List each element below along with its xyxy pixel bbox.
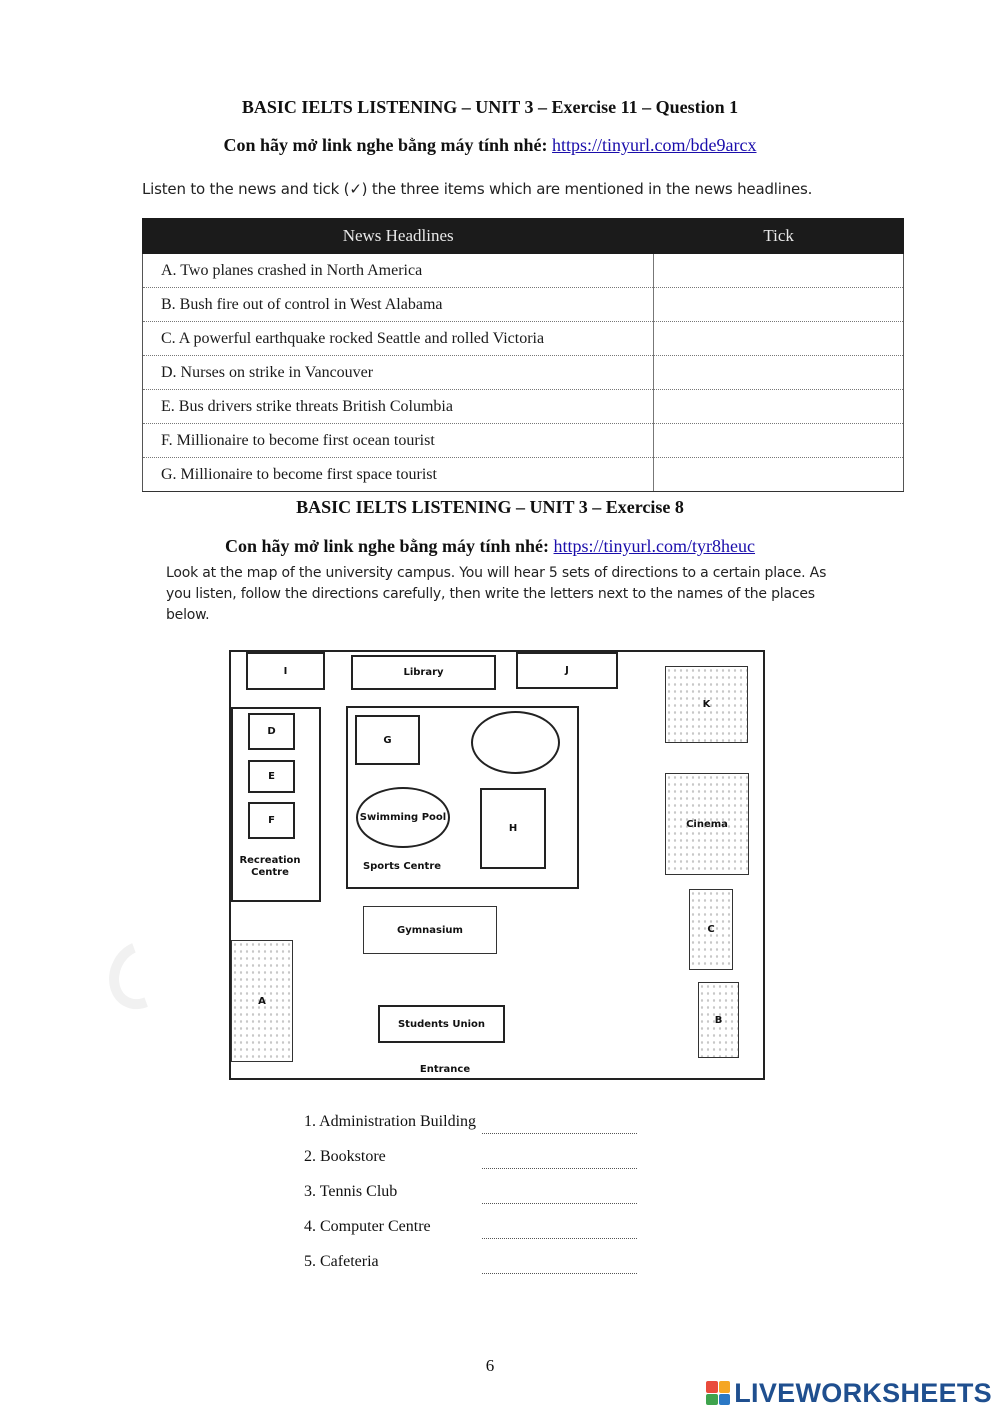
- map-gymnasium: Gymnasium: [363, 906, 497, 954]
- answer-blank-1[interactable]: [482, 1126, 637, 1134]
- exercise-8-audio-link[interactable]: https://tinyurl.com/tyr8heuc: [553, 536, 756, 556]
- link-prompt: Con hãy mở link nghe bằng máy tính nhé:: [223, 135, 548, 155]
- map-building-i: I: [246, 652, 325, 690]
- exercise-8-title: BASIC IELTS LISTENING – UNIT 3 – Exercise 8: [296, 497, 684, 517]
- tick-cell-b[interactable]: [654, 288, 904, 322]
- headline-a: A. Two planes crashed in North America: [143, 254, 654, 288]
- map-building-e: E: [248, 760, 295, 793]
- tick-cell-f[interactable]: [654, 424, 904, 458]
- watermark-shape: [98, 931, 182, 1020]
- instruction-line: Look at the map of the university campus. You will hear 5 sets of directions to a certain place. As: [166, 565, 827, 581]
- logo-square-red: [706, 1381, 718, 1393]
- exercise-11-audio-link[interactable]: https://tinyurl.com/bde9arcx: [552, 135, 757, 155]
- headline-d: D. Nurses on strike in Vancouver: [143, 356, 654, 390]
- answer-label: 5. Cafeteria: [304, 1253, 379, 1270]
- map-building-h: H: [480, 788, 546, 869]
- answer-blank-5[interactable]: [482, 1266, 637, 1274]
- map-swimming-pool: Swimming Pool: [356, 787, 450, 848]
- table-row: [143, 390, 904, 424]
- answer-blank-4[interactable]: [482, 1231, 637, 1239]
- logo-square-blue: [719, 1394, 731, 1406]
- exercise-11-title: BASIC IELTS LISTENING – UNIT 3 – Exercise 11 – Question 1: [241, 97, 739, 117]
- answer-row-3: [304, 1183, 644, 1207]
- map-building-f: F: [248, 802, 295, 839]
- map-building-d: D: [248, 713, 295, 750]
- logo-square-green: [706, 1394, 718, 1406]
- exercise-11-link-line: [0, 135, 980, 156]
- instruction-line: below.: [166, 607, 210, 623]
- map-entrance-label: Entrance: [410, 1064, 480, 1076]
- headline-c: C. A powerful earthquake rocked Seattle and rolled Victoria: [143, 322, 654, 356]
- map-students-union: Students Union: [378, 1005, 505, 1043]
- headline-b: B. Bush fire out of control in West Alabama: [143, 288, 654, 322]
- tick-cell-d[interactable]: [654, 356, 904, 390]
- table-row: [143, 458, 904, 492]
- tick-cell-e[interactable]: [654, 390, 904, 424]
- table-row: [143, 356, 904, 390]
- exercise-8-link-line: [0, 536, 980, 557]
- link-prompt: Con hãy mở link nghe bằng máy tính nhé:: [224, 536, 550, 556]
- answer-label: 4. Computer Centre: [304, 1218, 431, 1235]
- map-cinema: Cinema: [665, 773, 749, 875]
- liveworksheets-logo-icon: [706, 1381, 730, 1405]
- map-building-b: B: [698, 982, 739, 1058]
- tick-header: Tick: [654, 219, 904, 254]
- map-building-c: C: [689, 889, 733, 970]
- table-row: [143, 288, 904, 322]
- logo-square-orange: [719, 1381, 731, 1393]
- map-sports-centre-label: Sports Centre: [362, 861, 442, 872]
- tick-cell-g[interactable]: [654, 458, 904, 492]
- map-building-a: A: [231, 940, 293, 1062]
- answer-blank-3[interactable]: [482, 1196, 637, 1204]
- answer-label: 3. Tennis Club: [304, 1183, 398, 1200]
- answer-row-2: [304, 1148, 644, 1172]
- table-row: [143, 254, 904, 288]
- answer-row-1: [304, 1113, 644, 1137]
- answer-label: 1. Administration Building: [304, 1113, 477, 1130]
- headline-g: G. Millionaire to become first space tourist: [143, 458, 654, 492]
- liveworksheets-brand: [706, 1378, 992, 1408]
- table-row: [143, 322, 904, 356]
- map-recreation-label: Recreation Centre: [239, 855, 301, 878]
- map-library: Library: [351, 655, 496, 690]
- map-oval-field: [471, 711, 560, 774]
- liveworksheets-wordmark: LIVEWORKSHEETS: [734, 1377, 992, 1408]
- map-building-g: G: [355, 715, 420, 765]
- news-headlines-header: News Headlines: [143, 219, 654, 254]
- page-number: 6: [485, 1356, 495, 1375]
- news-headlines-table: [142, 218, 904, 492]
- map-building-k: K: [665, 666, 748, 743]
- instruction-line: you listen, follow the directions carefully, then write the letters next to the names of the places: [166, 586, 815, 602]
- headline-e: E. Bus drivers strike threats British Columbia: [143, 390, 654, 424]
- answer-row-4: [304, 1218, 644, 1242]
- exercise-8-instruction: [166, 563, 826, 626]
- answer-label: 2. Bookstore: [304, 1148, 386, 1165]
- answer-row-5: [304, 1253, 644, 1277]
- map-building-j: J: [516, 652, 618, 689]
- tick-cell-c[interactable]: [654, 322, 904, 356]
- table-row: [143, 424, 904, 458]
- tick-cell-a[interactable]: [654, 254, 904, 288]
- headline-f: F. Millionaire to become first ocean tourist: [143, 424, 654, 458]
- exercise-11-instruction: Listen to the news and tick (✓) the three items which are mentioned in the news headlines.: [142, 180, 813, 198]
- answer-blank-2[interactable]: [482, 1161, 637, 1169]
